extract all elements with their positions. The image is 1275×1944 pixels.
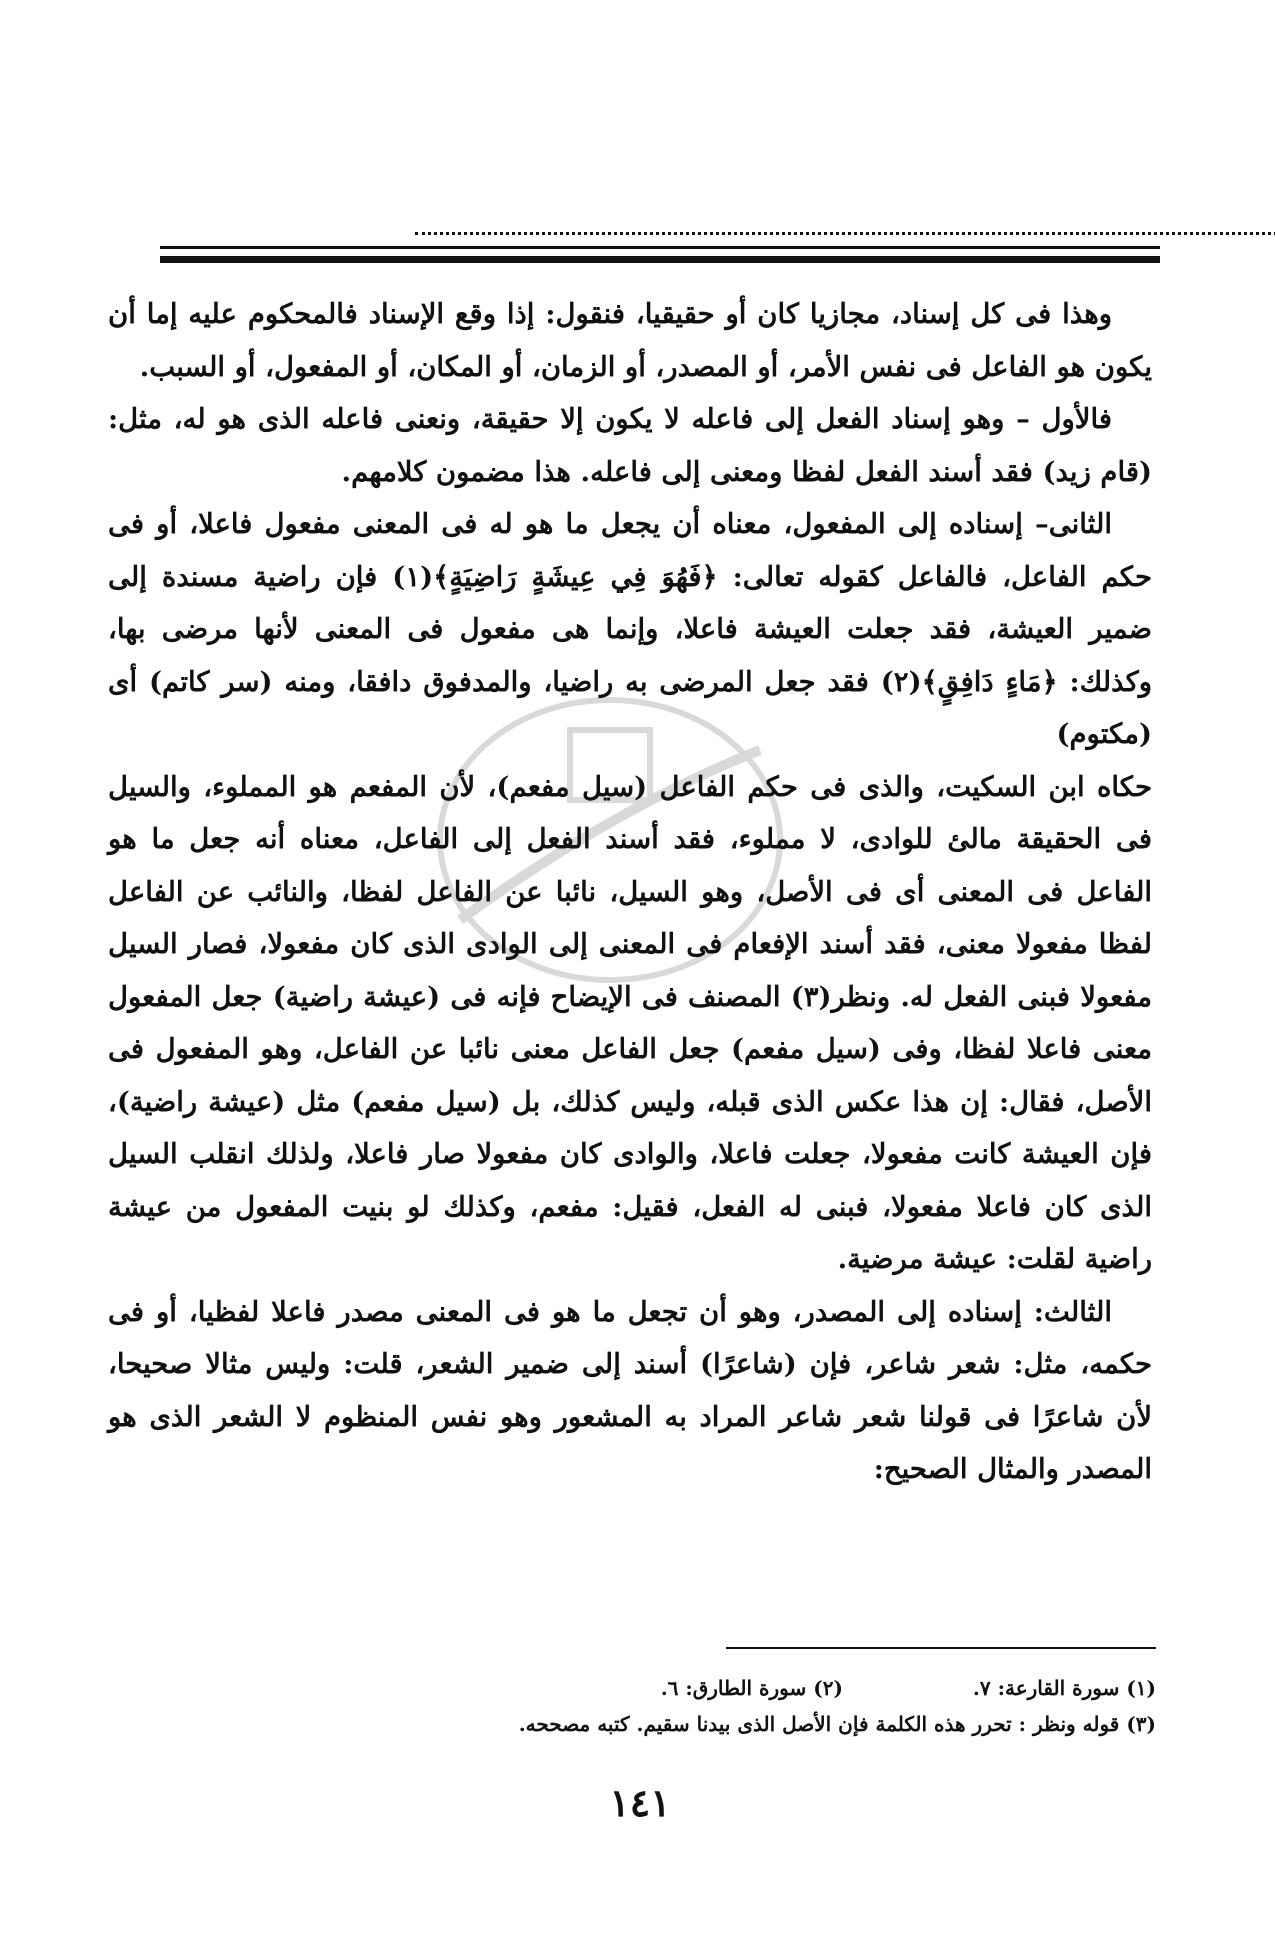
footnote-2: (٢) سورة الطارق: ٦. [660, 1676, 843, 1700]
paragraph-2: فالأول – وهو إسناد الفعل إلى فاعله لا يكون إلا حقيقة، ونعنى فاعله الذى هو له، مثل: (قام زيد) فقد أسند الفعل لفظا ومعنى إلى فاعله. هذا مضمون كلامهم. [108, 403, 1152, 488]
paragraph-3: الثانى– إسناده إلى المفعول، معناه أن يجعل ما هو له فى المعنى مفعول فاعلا، أو فى حكم الفاعل، فالفاعل كقوله تعالى: ﴿فَهُوَ فِي عِيشَةٍ رَاضِيَةٍ﴾(١) فإن راضية مسندة إلى ضمير العيشة، فقد جعلت العيشة فاعلا، وإنما هى مفعول فى المعنى لأنها مرضى بها، وكذلك: ﴿مَاءٍ دَافِقٍ﴾(٢) فقد جعل المرضى به راضيا، والمدفوق دافقا، ومنه (سر كاتم) أى (مكتوم) [108, 508, 1152, 750]
paragraph-5: الثالث: إسناده إلى المصدر، وهو أن تجعل ما هو فى المعنى مصدر فاعلا لفظيا، أو فى حكمه، مثل: شعر شاعر، فإن (شاعرًا) أسند إلى ضمير الشعر، قلت: وليس مثالا صحيحا، لأن شاعرًا فى قولنا شعر شاعر المراد به المشعور وهو نفس المنظوم لا الشعر الذى هو المصدر والمثال الصحيح: [108, 1295, 1152, 1485]
header-rule [160, 232, 1160, 272]
paragraph-4: حكاه ابن السكيت، والذى فى حكم الفاعل (سيل مفعم)، لأن المفعم هو المملوء، والسيل فى الحقيقة مالئ للوادى، لا مملوء، فقد أسند الفعل إلى الفاعل، معناه أنه جعل ما هو الفاعل فى المعنى أى فى الأصل، وهو السيل، نائبا عن الفاعل لفظا، والنائب عن الفاعل لفظا مفعولا معنى، فقد أسند الإفعام فى المعنى إلى الوادى الذى كان مفعولا، فصار السيل مفعولا فبنى الفعل له. ونظر(٣) المصنف فى الإيضاح فإنه فى (عيشة راضية) جعل المفعول معنى فاعلا لفظا، وفى (سيل مفعم) جعل الفاعل معنى نائبا عن الفاعل، وهو المفعول فى الأصل، فقال: إن هذا عكس الذى قبله، وليس كذلك، بل (سيل مفعم) مثل (عيشة راضية)، فإن العيشة كانت مفعولا، جعلت فاعلا، والوادى كان مفعولا صار فاعلا، ولذلك انقلب السيل الذى كان فاعلا مفعولا، فبنى له الفعل، فقيل: مفعم، وكذلك لو بنيت المفعول من عيشة راضية لقلت: عيشة مرضية. [108, 770, 1153, 1275]
header-thin-line [160, 246, 1160, 249]
page-number: ١٤١ [609, 1780, 671, 1825]
header-thick-line [160, 256, 1160, 263]
footnote-3: (٣) قوله ونظر : تحرر هذه الكلمة فإن الأصل الذى بيدنا سقيم. كتبه مصححه. [518, 1712, 1156, 1736]
footnote-row [300, 1670, 1156, 1706]
footnote-separator [726, 1647, 1156, 1649]
header-dotted-line [415, 232, 1275, 241]
footnote-1: (١) سورة القارعة: ٧. [972, 1676, 1156, 1700]
paragraph-1: وهذا فى كل إسناد، مجازيا كان أو حقيقيا، فنقول: إذا وقع الإسناد فالمحكوم عليه إما أن يكون هو الفاعل فى نفس الأمر، أو المصدر، أو الزمان، أو المكان، أو المفعول، أو السبب. [108, 298, 1152, 383]
footnotes [300, 1670, 1156, 1742]
main-text [108, 288, 1152, 1496]
